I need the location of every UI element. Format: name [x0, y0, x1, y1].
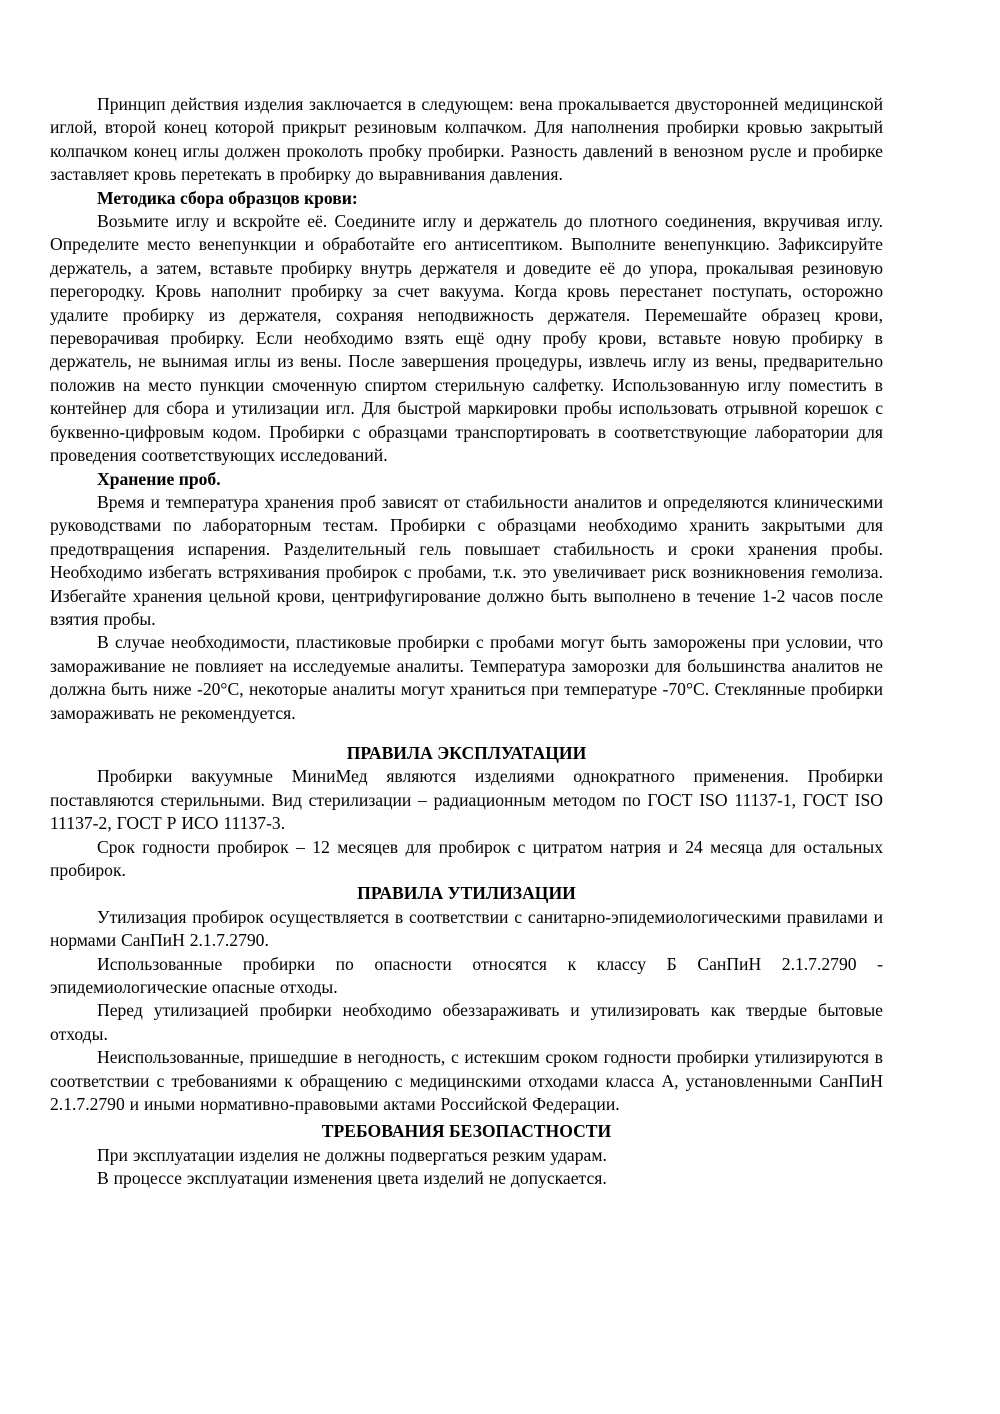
heading-safety-requirements: ТРЕБОВАНИЯ БЕЗОПАСТНОСТИ: [321, 1121, 612, 1142]
paragraph-used-tubes-class: Использованные пробирки по опасности относятся к классу Б СанПиН 2.1.7.2790 - эпидемиологические опасные отходы.: [50, 953, 883, 998]
paragraph-unused-tubes-disposal: Неиспользованные, пришедшие в негодность, с истекшим сроком годности пробирки утилизируются в соответствии с требованиями к обращению с медицинскими отходами класса А, установленными СанПиН 2.1.7.2790 и иными нормативно-правовыми актами Российской Федерации.: [50, 1047, 883, 1115]
heading-utilization-rules: ПРАВИЛА УТИЛИЗАЦИИ: [357, 883, 576, 904]
paragraph-operation-rules: Пробирки вакуумные МиниМед являются изделиями однократного применения. Пробирки поставляются стерильными. Вид стерилизации – радиационным методом по ГОСТ ISO 11137-1, ГОСТ ISO 11137-2, ГОСТ Р ИСО 11137-3.: [50, 766, 883, 834]
paragraph-storage-conditions: Время и температура хранения проб зависят от стабильности аналитов и определяются клиническими руководствами по лабораторным тестам. Пробирки с образцами необходимо хранить закрытыми для предотвращения испарения. Разделительный гель повышает стабильность и сроки хранения пробы. Необходимо избегать встряхивания пробирок с пробами, т.к. это увеличивает риск возникновения гемолиза. Избегайте хранения цельной крови, центрифугирование должно быть выполнено в течение 1-2 часов после взятия пробы.: [50, 491, 883, 629]
paragraph-utilization-sanpin: Утилизация пробирок осуществляется в соответствии с санитарно-эпидемиологическими правилами и нормами СанПиН 2.1.7.2790.: [50, 906, 883, 951]
paragraph-safety-no-color-change: В процессе эксплуатации изменения цвета изделий не допускается.: [97, 1168, 607, 1189]
heading-blood-sample-collection-method: Методика сбора образцов крови:: [97, 187, 358, 208]
paragraph-safety-no-impacts: При эксплуатации изделия не должны подвергаться резким ударам.: [97, 1144, 607, 1165]
heading-operation-rules: ПРАВИЛА ЭКСПЛУАТАЦИИ: [346, 742, 587, 763]
paragraph-freezing-conditions: В случае необходимости, пластиковые пробирки с пробами могут быть заморожены при условии, что замораживание не повлияет на исследуемые аналиты. Температура заморозки для большинства аналитов не должна быть ниже -20°С, некоторые аналиты могут храниться при температуре -70°С. Стеклянные пробирки замораживать не рекомендуется.: [50, 632, 883, 723]
paragraph-disinfection-before-disposal: Перед утилизацией пробирки необходимо обеззараживать и утилизировать как твердые бытовые отходы.: [50, 1000, 883, 1044]
paragraph-principle-of-action: Принцип действия изделия заключается в следующем: вена прокалывается двусторонней медицинской иглой, второй конец которой прикрыт резиновым колпачком. Для наполнения пробирки кровью закрытый колпачком конец иглы должен проколоть пробку пробирки. Разность давлений в венозном русле и пробирке заставляет кровь перетекать в пробирку до выравнивания давления.: [50, 94, 883, 185]
paragraph-collection-procedure: Возьмите иглу и вскройте её. Соедините иглу и держатель до плотного соединения, вкручивая иглу. Определите место венепункции и обработайте его антисептиком. Выполните венепункцию. Зафиксируйте держатель, а затем, вставьте пробирку внутрь держателя и доведите её до упора, прокалывая резиновую перегородку. Кровь наполнит пробирку за счет вакуума. Когда кровь перестанет поступать, осторожно удалите пробирку из держателя, сохраняя неподвижность держателя. Перемешайте образец крови, переворачивая пробирку. Если необходимо взять ещё одну пробу крови, вставьте новую пробирку в держатель, не вынимая иглы из вены. После завершения процедуры, извлечь иглу из вены, предварительно положив на место пункции смоченную спиртом стерильную салфетку. Использованную иглу поместить в контейнер для сбора и утилизации игл. Для быстрой маркировки пробы использовать отрывной корешок с буквенно-цифровым кодом. Пробирки с образцами транспортировать в соответствующие лаборатории для проведения соответствующих исследований.: [50, 211, 883, 466]
paragraph-shelf-life: Срок годности пробирок – 12 месяцев для пробирок с цитратом натрия и 24 месяца для остальных пробирок.: [50, 836, 883, 880]
heading-sample-storage: Хранение проб.: [97, 468, 221, 489]
